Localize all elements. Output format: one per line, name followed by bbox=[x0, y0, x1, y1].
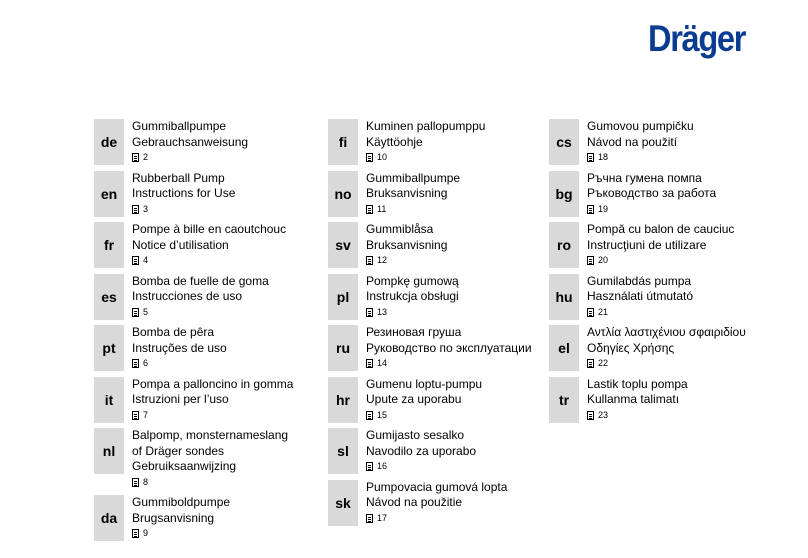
document-title: Notice d’utilisation bbox=[132, 237, 229, 252]
document-title: Οδηγίες Χρήσης bbox=[587, 340, 675, 355]
language-code: pt bbox=[94, 325, 124, 371]
page-number: 23 bbox=[598, 409, 609, 420]
document-icon bbox=[132, 411, 139, 420]
page-number: 3 bbox=[143, 203, 149, 214]
language-code: hr bbox=[328, 377, 358, 423]
language-code: fi bbox=[328, 119, 358, 165]
page-reference bbox=[132, 255, 286, 266]
entry-text bbox=[132, 119, 248, 163]
document-title: Istruzioni per l’uso bbox=[132, 392, 229, 406]
language-code: es bbox=[94, 274, 124, 320]
document-icon bbox=[366, 256, 373, 265]
language-code: it bbox=[94, 377, 124, 423]
document-title: Návod na použitie bbox=[366, 495, 463, 509]
entry-text bbox=[366, 325, 532, 369]
page-reference bbox=[132, 307, 269, 318]
product-name: Резиновая груша bbox=[366, 325, 462, 339]
entry-text bbox=[366, 171, 460, 215]
product-name: Bomba de fuelle de goma bbox=[132, 273, 269, 288]
document-icon bbox=[132, 529, 139, 538]
product-name: Lastik toplu pompa bbox=[587, 376, 688, 391]
page-reference bbox=[366, 358, 532, 369]
page-reference bbox=[132, 410, 293, 421]
product-name: Gumenu loptu-pumpu bbox=[366, 376, 483, 391]
language-code: ru bbox=[328, 325, 358, 371]
page-number: 14 bbox=[377, 358, 388, 368]
document-icon bbox=[132, 478, 139, 487]
document-title: Руководство по эксплуатации bbox=[366, 340, 532, 355]
document-icon bbox=[366, 308, 373, 317]
product-name: Balpomp, monsternameslang bbox=[132, 428, 289, 442]
page-reference bbox=[132, 477, 288, 488]
product-name: Pompe à bille en caoutchouc bbox=[132, 222, 287, 236]
product-name: Pompkę gumową bbox=[366, 273, 459, 288]
document-icon bbox=[587, 153, 594, 162]
page-reference bbox=[366, 461, 476, 472]
document-title: Instruções de uso bbox=[132, 340, 227, 355]
entry-text bbox=[587, 325, 746, 369]
page-number: 8 bbox=[143, 476, 149, 487]
page-reference bbox=[587, 307, 693, 318]
language-code: fr bbox=[94, 222, 124, 268]
document-icon bbox=[366, 514, 373, 523]
page-number: 19 bbox=[598, 203, 609, 214]
language-code: tr bbox=[549, 377, 579, 423]
page-reference bbox=[587, 358, 746, 369]
entry-text bbox=[132, 325, 227, 369]
page-number: 16 bbox=[377, 461, 388, 471]
page-number: 18 bbox=[598, 152, 609, 162]
entry-text bbox=[366, 274, 459, 318]
page-number: 13 bbox=[377, 306, 388, 317]
entry-text bbox=[366, 377, 482, 421]
page-reference bbox=[587, 204, 716, 215]
entry-text bbox=[587, 171, 716, 215]
document-icon bbox=[587, 308, 594, 317]
document-icon bbox=[132, 359, 139, 368]
language-code: bg bbox=[549, 171, 579, 217]
page-reference bbox=[366, 307, 459, 318]
document-icon bbox=[132, 256, 139, 265]
page-reference bbox=[366, 255, 447, 266]
entry-text bbox=[587, 274, 693, 318]
page-number: 11 bbox=[377, 203, 387, 214]
page-number: 12 bbox=[377, 255, 388, 265]
page-number: 22 bbox=[598, 358, 609, 368]
page-number: 21 bbox=[598, 306, 609, 317]
product-name: Αντλία λαστιχένιου σφαιριδίου bbox=[587, 325, 746, 339]
product-name: Gummiboldpumpe bbox=[132, 495, 231, 509]
page-reference bbox=[132, 358, 227, 369]
document-title: Käyttöohje bbox=[366, 134, 423, 149]
language-code: en bbox=[94, 171, 124, 217]
language-code: cs bbox=[549, 119, 579, 165]
document-icon bbox=[587, 411, 594, 420]
page-number: 2 bbox=[143, 152, 149, 162]
product-name: Kuminen pallopumppu bbox=[366, 119, 486, 133]
language-code: hu bbox=[549, 274, 579, 320]
entry-text bbox=[366, 119, 485, 163]
product-name: Rubberball Pump bbox=[132, 170, 225, 185]
entry-text bbox=[366, 428, 476, 472]
product-name: Bomba de pêra bbox=[132, 325, 215, 339]
document-icon bbox=[132, 153, 139, 162]
page-reference bbox=[366, 204, 460, 215]
document-icon bbox=[587, 205, 594, 214]
page-number: 17 bbox=[377, 512, 388, 523]
page-reference bbox=[587, 152, 694, 163]
document-title: Instructions for Use bbox=[132, 186, 236, 200]
page-reference bbox=[587, 410, 688, 421]
document-icon bbox=[366, 205, 373, 214]
document-title: Használati útmutató bbox=[587, 289, 694, 303]
page-number: 10 bbox=[377, 152, 388, 162]
language-code: el bbox=[549, 325, 579, 371]
document-title: Instrucciones de uso bbox=[132, 289, 243, 303]
product-name: Ръчна гумена помпа bbox=[587, 170, 702, 185]
document-icon bbox=[366, 359, 373, 368]
page-reference bbox=[132, 528, 230, 539]
page-reference bbox=[132, 152, 248, 163]
entry-text bbox=[587, 377, 688, 421]
product-name: Gumijasto sesalko bbox=[366, 428, 465, 442]
document-icon bbox=[366, 411, 373, 420]
entry-text bbox=[366, 222, 447, 266]
entry-text bbox=[132, 222, 286, 266]
page-reference bbox=[132, 204, 235, 215]
product-name: Gummiballpumpe bbox=[366, 170, 461, 185]
page-number: 20 bbox=[598, 255, 609, 265]
page-reference bbox=[587, 255, 734, 266]
entry-text bbox=[366, 480, 507, 524]
page-number: 6 bbox=[143, 358, 149, 368]
document-title: Návod na použití bbox=[587, 134, 678, 149]
product-name: Gumovou pumpičku bbox=[587, 119, 694, 133]
document-title: Gebruiksaanwijzing bbox=[132, 459, 237, 473]
language-code: pl bbox=[328, 274, 358, 320]
language-code: de bbox=[94, 119, 124, 165]
entry-text bbox=[132, 428, 288, 488]
document-title: Ръководство за работа bbox=[587, 186, 717, 200]
document-icon bbox=[366, 153, 373, 162]
language-code: sk bbox=[328, 480, 358, 526]
language-code: sv bbox=[328, 222, 358, 268]
language-code: da bbox=[94, 495, 124, 541]
page-number: 7 bbox=[143, 409, 149, 420]
document-icon bbox=[587, 256, 594, 265]
document-title: Bruksanvisning bbox=[366, 237, 448, 252]
document-title: Navodilo za uporabo bbox=[366, 443, 477, 458]
brand-logo: Dräger bbox=[648, 18, 746, 59]
product-name: Pompă cu balon de cauciuc bbox=[587, 222, 735, 236]
product-name: Pumpovacia gumová lopta bbox=[366, 479, 508, 494]
document-title: Instrucţiuni de utilizare bbox=[587, 237, 707, 252]
document-title: Kullanma talimatı bbox=[587, 392, 680, 406]
entry-text bbox=[132, 274, 269, 318]
entry-text bbox=[587, 119, 694, 163]
product-name: Gumilabdás pumpa bbox=[587, 273, 692, 288]
page-reference bbox=[366, 410, 482, 421]
product-name: Gummiballpumpe bbox=[132, 119, 227, 133]
page-number: 5 bbox=[143, 306, 149, 317]
page-number: 4 bbox=[143, 255, 149, 265]
product-name: Gummiblåsa bbox=[366, 222, 434, 236]
document-title: Gebrauchsanweisung bbox=[132, 134, 249, 149]
page-number: 15 bbox=[377, 409, 388, 420]
language-code: sl bbox=[328, 428, 358, 474]
entry-text bbox=[587, 222, 734, 266]
entry-text bbox=[132, 171, 235, 215]
page-number: 9 bbox=[143, 528, 149, 538]
language-code: ro bbox=[549, 222, 579, 268]
product-name: of Dräger sondes bbox=[132, 443, 225, 458]
document-title: Brugsanvisning bbox=[132, 510, 215, 525]
document-icon bbox=[366, 462, 373, 471]
document-icon bbox=[132, 205, 139, 214]
document-title: Bruksanvisning bbox=[366, 186, 448, 200]
document-icon bbox=[132, 308, 139, 317]
page-reference bbox=[366, 152, 485, 163]
page-reference bbox=[366, 513, 507, 524]
document-title: Upute za uporabu bbox=[366, 392, 462, 406]
language-code: nl bbox=[94, 428, 124, 474]
product-name: Pompa a palloncino in gomma bbox=[132, 376, 294, 391]
entry-text bbox=[132, 377, 293, 421]
document-title: Instrukcja obsługi bbox=[366, 289, 459, 303]
document-icon bbox=[587, 359, 594, 368]
entry-text bbox=[132, 495, 230, 539]
language-code: no bbox=[328, 171, 358, 217]
